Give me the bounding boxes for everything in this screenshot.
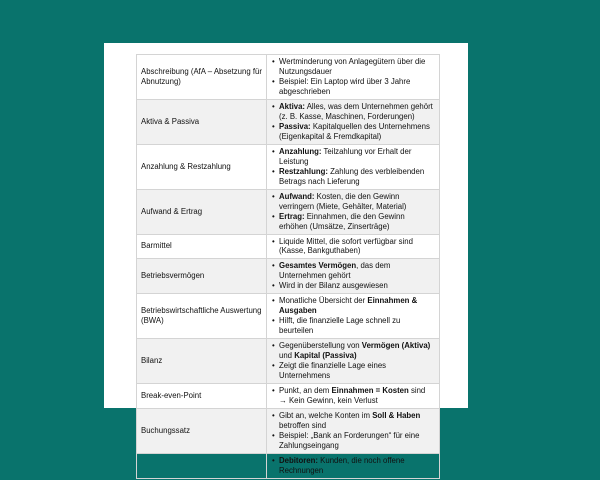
definition-cell	[267, 55, 440, 100]
table-row	[137, 453, 440, 478]
bullet-list	[271, 341, 435, 381]
bullet-text: Einnahmen, die den Gewinn erhöhen (Umsätze, Zinserträge)	[279, 211, 405, 231]
table-row	[137, 409, 440, 454]
definition-cell	[267, 339, 440, 384]
bullet-text: Punkt, an dem	[279, 386, 332, 396]
bullet-text: und	[279, 351, 295, 361]
bullet-item	[279, 386, 435, 406]
bullet-text: Zeigt die finanzielle Lage eines Unternehmens	[279, 361, 387, 381]
bullet-text: Kunden, die noch offene Rechnungen	[279, 455, 405, 475]
table-row	[137, 144, 440, 189]
bullet-text: Wertminderung von Anlagegütern über die Nutzungsdauer	[279, 57, 426, 76]
bullet-bold-text: Passiva:	[279, 121, 311, 131]
bullet-text: Beispiel: Ein Laptop wird über 3 Jahre abgeschrieben	[279, 76, 411, 96]
bullet-item	[279, 77, 435, 97]
table-row	[137, 339, 440, 384]
bullet-list	[271, 57, 435, 97]
term-cell: Buchungssatz	[137, 409, 267, 454]
bullet-item	[279, 57, 435, 77]
bullet-bold-text: Einnahmen & Ausgaben	[279, 296, 418, 316]
bullet-text: Teilzahlung vor Erhalt der Leistung	[279, 146, 412, 166]
bullet-bold-text: Aktiva:	[279, 101, 305, 111]
bullet-list	[271, 456, 435, 476]
definition-cell	[267, 384, 440, 409]
bullet-text: Wird in der Bilanz ausgewiesen	[279, 281, 388, 291]
bullet-bold-text: Anzahlung:	[279, 146, 322, 156]
bullet-item	[279, 261, 435, 281]
bullet-item	[279, 361, 435, 381]
definition-cell	[267, 259, 440, 294]
bullet-bold-text: Vermögen (Aktiva)	[361, 341, 431, 351]
term-cell: Aktiva & Passiva	[137, 99, 267, 144]
definition-cell	[267, 99, 440, 144]
bullet-text: Liquide Mittel, die sofort verfügbar sind (Kasse, Bankguthaben)	[279, 236, 413, 256]
bullet-text: Beispiel: „Bank an Forderungen“ für eine Zahlungseingang	[279, 430, 420, 450]
definition-cell	[267, 234, 440, 259]
definition-cell	[267, 144, 440, 189]
bullet-item	[279, 147, 435, 167]
bullet-item	[279, 192, 435, 212]
bullet-item	[279, 456, 435, 476]
definition-cell	[267, 294, 440, 339]
table-row	[137, 294, 440, 339]
bullet-text: Alles, was dem Unternehmen gehört (z. B. Kasse, Maschinen, Forderungen)	[279, 101, 433, 121]
term-cell: Abschreibung (AfA – Absetzung für Abnutzung)	[137, 55, 267, 100]
bullet-text: Monatliche Übersicht der	[279, 296, 368, 306]
bullet-item	[279, 411, 435, 431]
bullet-list	[271, 386, 435, 406]
bullet-item	[279, 281, 435, 291]
term-cell	[137, 453, 267, 478]
table-row	[137, 259, 440, 294]
bullet-text: Zahlung des verbleibenden Betrags nach Lieferung	[279, 166, 425, 186]
glossary-table	[136, 54, 440, 479]
bullet-item	[279, 316, 435, 336]
bullet-list	[271, 237, 435, 257]
term-cell: Aufwand & Ertrag	[137, 189, 267, 234]
table-row	[137, 55, 440, 100]
bullet-list	[271, 296, 435, 336]
definition-cell	[267, 409, 440, 454]
table-row	[137, 99, 440, 144]
bullet-text: Hilft, die finanzielle Lage schnell zu beurteilen	[279, 316, 401, 336]
table-row	[137, 189, 440, 234]
term-cell: Anzahlung & Restzahlung	[137, 144, 267, 189]
bullet-text: Gegenüberstellung von	[279, 341, 362, 351]
bullet-list	[271, 261, 435, 291]
bullet-list	[271, 411, 435, 451]
bullet-item	[279, 341, 435, 361]
table-row	[137, 234, 440, 259]
definition-cell	[267, 453, 440, 478]
term-cell: Betriebsvermögen	[137, 259, 267, 294]
term-cell: Break-even-Point	[137, 384, 267, 409]
table-row	[137, 384, 440, 409]
bullet-list	[271, 147, 435, 187]
bullet-list	[271, 192, 435, 232]
bullet-text: Kapitalquellen des Unternehmens (Eigenkapital & Fremdkapital)	[279, 121, 430, 141]
term-cell: Bilanz	[137, 339, 267, 384]
bullet-bold-text: Debitoren:	[279, 455, 318, 465]
bullet-item	[279, 167, 435, 187]
bullet-bold-text: Aufwand:	[279, 191, 315, 201]
document-page	[104, 43, 468, 475]
bullet-item	[279, 212, 435, 232]
bullet-item	[279, 296, 435, 316]
bullet-bold-text: Kapital (Passiva)	[294, 351, 357, 361]
bullet-bold-text: Einnahmen = Kosten	[331, 386, 409, 396]
term-cell: Betriebswirtschaftliche Auswertung (BWA)	[137, 294, 267, 339]
bullet-text: Gibt an, welche Konten im	[279, 411, 373, 421]
bullet-text: betroffen sind	[279, 421, 327, 430]
bullet-item	[279, 122, 435, 142]
bullet-bold-text: Restzahlung:	[279, 166, 328, 176]
bullet-list	[271, 102, 435, 142]
bullet-text: , das dem Unternehmen gehört	[279, 261, 391, 281]
bullet-item	[279, 102, 435, 122]
bullet-item	[279, 431, 435, 451]
bullet-item	[279, 237, 435, 257]
term-cell: Barmittel	[137, 234, 267, 259]
bullet-text: Kosten, die den Gewinn verringern (Miete, Gehälter, Material)	[279, 191, 407, 211]
bullet-text: sind → Kein Gewinn, kein Verlust	[279, 386, 426, 406]
definition-cell	[267, 189, 440, 234]
bullet-bold-text: Soll & Haben	[372, 411, 421, 421]
bullet-bold-text: Gesamtes Vermögen	[279, 261, 357, 271]
bullet-bold-text: Ertrag:	[279, 211, 305, 221]
